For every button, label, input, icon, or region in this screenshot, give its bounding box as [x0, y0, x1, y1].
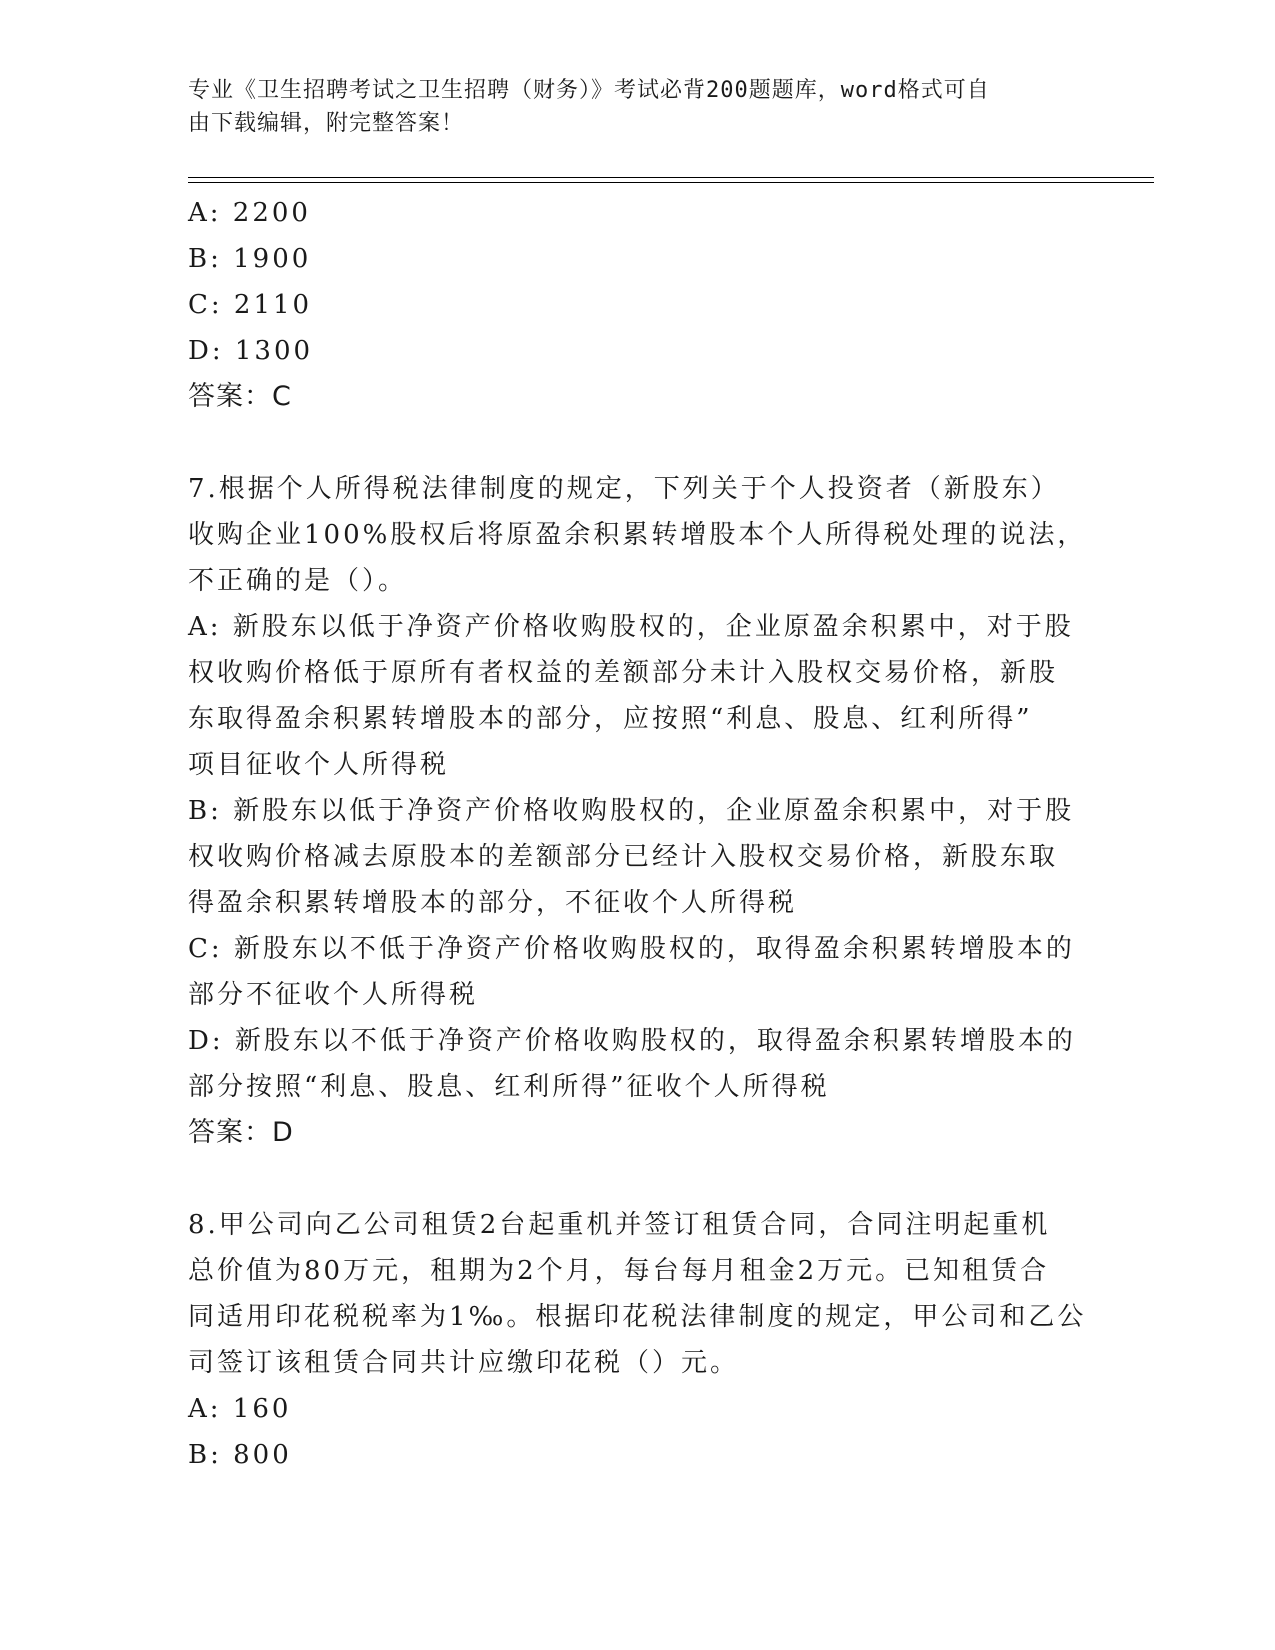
option-b-line: 得盈余积累转增股本的部分，不征收个人所得税	[188, 888, 798, 918]
option-b: B: 800	[188, 1440, 292, 1470]
option-a-line: 项目征收个人所得税	[188, 750, 450, 780]
option-a-line: A: 新股东以低于净资产价格收购股权的，企业原盈余积累中，对于股	[188, 612, 1074, 642]
option-a-line: 权收购价格低于原所有者权益的差额部分未计入股权交易价格，新股	[188, 658, 1059, 688]
question-6-options	[188, 190, 1088, 420]
question-stem-line: 7.根据个人所得税法律制度的规定，下列关于个人投资者（新股东）	[188, 474, 1060, 504]
question-8	[188, 1202, 1088, 1478]
answer: 答案：D	[188, 1117, 294, 1148]
header-rule-thick	[188, 177, 1154, 178]
spacer	[188, 420, 1088, 466]
document-body	[188, 190, 1088, 1478]
option-d-line: D: 新股东以不低于净资产价格收购股权的，取得盈余积累转增股本的	[188, 1026, 1076, 1056]
header-line-2: 由下载编辑，附完整答案！	[188, 111, 465, 136]
header-line-1: 专业《卫生招聘考试之卫生招聘（财务）》考试必背200题题库，word格式可自	[188, 78, 990, 103]
question-stem-line: 司签订该租赁合同共计应缴印花税（）元。	[188, 1348, 740, 1378]
option-a: A: 160	[188, 1394, 292, 1424]
question-stem-line: 同适用印花税税率为1‰。根据印花税法律制度的规定，甲公司和乙公	[188, 1302, 1087, 1332]
question-7	[188, 466, 1088, 1156]
header-rule-thin	[188, 182, 1154, 183]
answer: 答案：C	[188, 381, 292, 412]
spacer	[188, 1156, 1088, 1202]
question-stem-line: 不正确的是（）。	[188, 566, 408, 596]
document-header	[188, 74, 1068, 140]
option-b-line: B: 新股东以低于净资产价格收购股权的，企业原盈余积累中，对于股	[188, 796, 1075, 826]
question-stem-line: 收购企业100%股权后将原盈余积累转增股本个人所得税处理的说法，	[188, 520, 1087, 550]
question-stem-line: 总价值为80万元，租期为2个月，每台每月租金2万元。已知租赁合	[188, 1256, 1050, 1286]
question-stem-line: 8.甲公司向乙公司租赁2台起重机并签订租赁合同，合同注明起重机	[188, 1210, 1051, 1240]
option-d-line: 部分按照“利息、股息、红利所得”征收个人所得税	[188, 1072, 830, 1102]
option-d: D: 1300	[188, 336, 314, 366]
option-b: B: 1900	[188, 244, 312, 274]
option-a: A: 2200	[188, 198, 311, 228]
option-c-line: 部分不征收个人所得税	[188, 980, 479, 1010]
option-b-line: 权收购价格减去原股本的差额部分已经计入股权交易价格，新股东取	[188, 842, 1059, 872]
option-a-line: 东取得盈余积累转增股本的部分，应按照“利息、股息、红利所得”	[188, 704, 1033, 734]
option-c-line: C: 新股东以不低于净资产价格收购股权的，取得盈余积累转增股本的	[188, 934, 1075, 964]
option-c: C: 2110	[188, 290, 313, 320]
